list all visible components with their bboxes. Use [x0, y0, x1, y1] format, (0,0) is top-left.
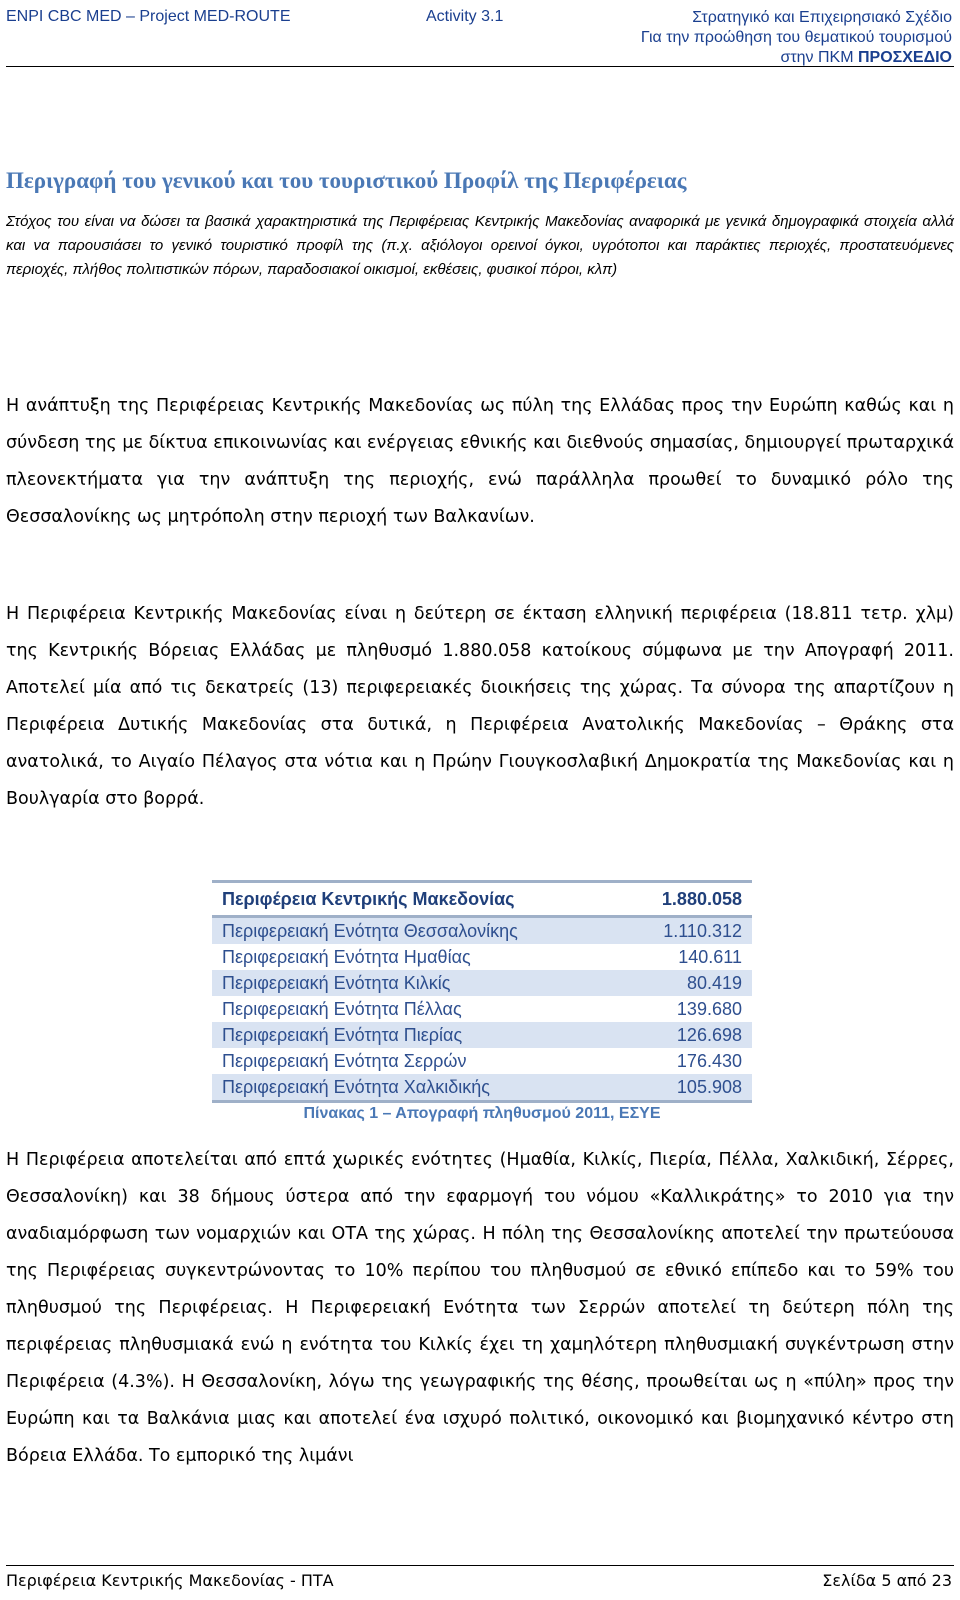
table-cell-unit: Περιφερειακή Ενότητα Σερρών [222, 1050, 467, 1071]
table-cell-unit: Περιφερειακή Ενότητα Πιερίας [212, 1022, 622, 1048]
page-number: Σελίδα 5 από 23 [822, 1571, 952, 1590]
header-activity: Activity 3.1 [426, 8, 504, 25]
population-table [212, 880, 752, 1103]
section-intro: Στόχος του είναι να δώσει τα βασικά χαρακτηριστικά της Περιφέρειας Κεντρικής Μακεδονίας αναφορικά με γενικά δημογραφικά στοιχεία αλλά και να παρουσιάσει το γενικό τουριστικό προφίλ της (π.χ. αξιόλογοι ορεινοί όγκοι, υγρότοποι και παράκτιες περιοχές, προστατευόμενες περιοχές, πλήθος πολιτιστικών πόρων, παραδοσιακοί οικισμοί, εκθέσεις, φυσικοί πόροι, κλπ) [6, 213, 954, 278]
paragraph-3: Η Περιφέρεια αποτελείται από επτά χωρικές ενότητες (Ημαθία, Κιλκίς, Πιερία, Πέλλα, Χαλκιδική, Σέρρες, Θεσσαλονίκη) και 38 δήμους ύστερα από την εφαρμογή του νόμου «Καλλικράτης» το 2010 για την αναδιαμόρφωση των νομαρχιών και ΟΤΑ της χώρας. Η πόλη της Θεσσαλονίκης αποτελεί την πρωτεύουσα της Περιφέρειας συγκεντρώνοντας το 10% περίπου του πληθυσμού σε εθνικό επίπεδο και το 59% του πληθυσμού της Περιφέρειας. Η Περιφερειακή Ενότητα των Σερρών αποτελεί τη δεύτερη πόλη της περιφέρειας πληθυσμιακά ενώ η ενότητα του Κιλκίς έχει τη χαμηλότερη πληθυσμιακή συγκέντρωση στην Περιφέρεια (4.3%). Η Θεσσαλονίκη, λόγω της γεωγραφικής της θέσης, προωθείται ως η «πύλη» προς την Ευρώπη και τα Βαλκάνια μιας και αποτελεί ένα ισχυρό πολιτικό, οικονομικό και βιομηχανικό κέντρο στη Βόρεια Ελλάδα. Το εμπορικό της λιμάνι [6, 1150, 954, 1466]
table-row [212, 1074, 752, 1102]
header-document-title [641, 8, 952, 68]
table-cell-unit: Περιφερειακή Ενότητα Θεσσαλονίκης [212, 917, 622, 945]
table-cell-population: 80.419 [622, 970, 752, 996]
page-header [6, 4, 954, 67]
header-title-line3 [641, 48, 952, 68]
table-row [212, 1022, 752, 1048]
table-cell-unit: Περιφερειακή Ενότητα Κιλκίς [212, 970, 622, 996]
table-caption: Πίνακας 1 – Απογραφή πληθυσμού 2011, ΕΣΥΕ [303, 1105, 661, 1122]
paragraph-1: Η ανάπτυξη της Περιφέρειας Κεντρικής Μακεδονίας ως πύλη της Ελλάδας προς την Ευρώπη καθώς και η σύνδεση της με δίκτυα επικοινωνίας και ενέργειας εθνικής και διεθνούς σημασίας, δημιουργεί πρωταρχικά πλεονεκτήματα για την ανάπτυξη της περιοχής, ενώ παράλληλα προωθεί το δυναμικό ρόλο της Θεσσαλονίκης ως μητρόπολη στην περιοχή των Βαλκανίων. [6, 396, 954, 527]
table-cell-population: 1.110.312 [622, 917, 752, 945]
header-title-line1: Στρατηγικό και Επιχειρησιακό Σχέδιο [692, 9, 952, 26]
table-header-row [212, 882, 752, 917]
header-title-line2: Για την προώθηση του θεματικού τουρισμού [640, 29, 952, 46]
table-header-region: Περιφέρεια Κεντρικής Μακεδονίας [212, 882, 622, 917]
table-cell-population: 140.611 [678, 946, 742, 967]
page-footer [6, 1565, 954, 1596]
table-cell-unit: Περιφερειακή Ενότητα Χαλκιδικής [212, 1074, 622, 1102]
table-header-total: 1.880.058 [622, 882, 752, 917]
header-project: ENPI CBC MED – Project MED-ROUTE [6, 8, 291, 25]
table-row [212, 944, 752, 970]
table-cell-population: 176.430 [676, 1050, 742, 1071]
table-cell-unit: Περιφερειακή Ενότητα Ημαθίας [222, 946, 471, 967]
table-row [212, 996, 752, 1022]
draft-label: ΠΡΟΣΧΕΔΙΟ [857, 49, 952, 66]
paragraph-2: Η Περιφέρεια Κεντρικής Μακεδονίας είναι η δεύτερη σε έκταση ελληνική περιφέρεια (18.811 τετρ. χλμ) της Κεντρικής Βόρειας Ελλάδας με πληθυσμό 1.880.058 κατοίκους σύμφωνα με την Απογραφή 2011. Αποτελεί μία από τις δεκατρείς (13) περιφερειακές διοικήσεις της χώρας. Τα σύνορα της απαρτίζουν η Περιφέρεια Δυτικής Μακεδονίας στα δυτικά, η Περιφέρεια Ανατολικής Μακεδονίας – Θράκης στα ανατολικά, το Αιγαίο Πέλαγος στα νότια και η Πρώην Γιουγκοσλαβική Δημοκρατία της Μακεδονίας και η Βουλγαρία στο βορρά. [6, 604, 954, 809]
table-row [212, 917, 752, 945]
table-row [212, 970, 752, 996]
table-cell-population: 126.698 [622, 1022, 752, 1048]
section-heading: Περιγραφή του γενικού και του τουριστικού Προφίλ της Περιφέρειας [6, 168, 687, 193]
table-row [212, 1048, 752, 1074]
footer-region: Περιφέρεια Κεντρικής Μακεδονίας - ΠΤΑ [6, 1571, 334, 1590]
table-cell-population: 139.680 [676, 998, 742, 1019]
table-cell-unit: Περιφερειακή Ενότητα Πέλλας [222, 998, 462, 1019]
table-cell-population: 105.908 [622, 1074, 752, 1102]
header-title-line3-text: στην ΠΚΜ [780, 49, 858, 66]
